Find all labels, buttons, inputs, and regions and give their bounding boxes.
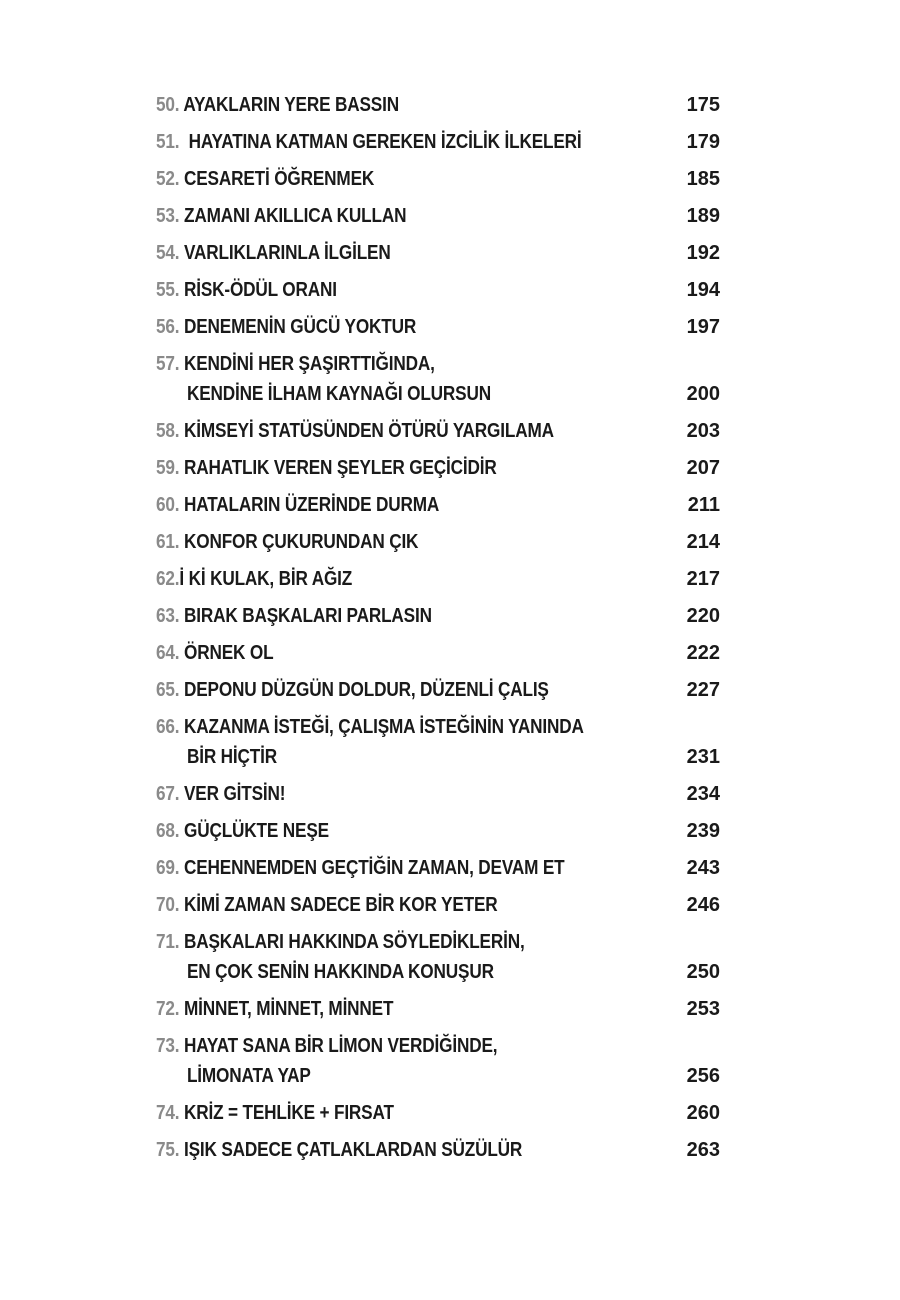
toc-entry (156, 92, 720, 118)
toc-entry (156, 129, 720, 155)
page-number: 217 (686, 568, 720, 590)
page-number: 246 (686, 894, 720, 916)
page-number: 231 (686, 746, 720, 768)
toc-entry (156, 714, 720, 770)
page-number: 207 (686, 457, 720, 479)
toc-entry-title-continuation (156, 744, 641, 770)
page-number: 256 (686, 1065, 720, 1087)
toc-entry-title (156, 603, 641, 629)
chapter-number: 62. (156, 568, 180, 590)
toc-entry-title (156, 455, 641, 481)
toc-entry (156, 203, 720, 229)
toc-entry (156, 351, 720, 407)
chapter-number: 61. (156, 531, 180, 553)
toc-entry (156, 566, 720, 592)
toc-entry-title (156, 492, 641, 518)
chapter-number: 54. (156, 242, 180, 264)
page-number: 227 (686, 679, 720, 701)
toc-entry (156, 240, 720, 266)
chapter-number: 68. (156, 820, 180, 842)
page-number: 243 (686, 857, 720, 879)
toc-entry (156, 166, 720, 192)
page-number: 200 (686, 383, 720, 405)
toc-entry-title (156, 566, 641, 592)
toc-entry-title (156, 640, 641, 666)
chapter-number: 69. (156, 857, 180, 879)
toc-entry-title (156, 529, 641, 555)
toc-entry-title (156, 1100, 641, 1126)
page-number: 203 (686, 420, 720, 442)
toc-entry (156, 418, 720, 444)
toc-entry-title (156, 166, 641, 192)
toc-entry (156, 492, 720, 518)
chapter-title-text: İ Kİ KULAK, BİR AĞIZ (179, 568, 353, 590)
page-number: 214 (686, 531, 720, 553)
toc-entry (156, 781, 720, 807)
chapter-number: 60. (156, 494, 180, 516)
toc-entry (156, 277, 720, 303)
chapter-number: 66. (156, 716, 180, 738)
toc-entry-title (156, 929, 641, 955)
toc-entry-title-continuation (156, 381, 641, 407)
chapter-title-text: BIRAK BAŞKALARI PARLASIN (179, 605, 432, 627)
chapter-number: 64. (156, 642, 180, 664)
toc-entry-title (156, 677, 641, 703)
chapter-title-text: RAHATLIK VEREN ŞEYLER GEÇİCİDİR (179, 457, 497, 479)
page-number: 175 (686, 94, 720, 116)
page-number: 192 (686, 242, 720, 264)
chapter-title-text: KENDİNİ HER ŞAŞIRTTIĞINDA, (179, 353, 435, 375)
chapter-title-text: RİSK-ÖDÜL ORANI (179, 279, 337, 301)
chapter-title-text: DEPONU DÜZGÜN DOLDUR, DÜZENLİ ÇALIŞ (179, 679, 549, 701)
chapter-title-text: IŞIK SADECE ÇATLAKLARDAN SÜZÜLÜR (179, 1139, 523, 1161)
chapter-title-text: BİR HİÇTİR (186, 746, 277, 768)
chapter-title-text: HATALARIN ÜZERİNDE DURMA (179, 494, 440, 516)
chapter-title-text: KİMSEYİ STATÜSÜNDEN ÖTÜRÜ YARGILAMA (179, 420, 554, 442)
toc-entry-title (156, 1033, 641, 1059)
page-number: 185 (686, 168, 720, 190)
page-number: 250 (686, 961, 720, 983)
chapter-title-text: HAYATINA KATMAN GEREKEN İZCİLİK İLKELERİ (179, 131, 582, 153)
toc-entry-title (156, 892, 641, 918)
chapter-title-text: DENEMENİN GÜCÜ YOKTUR (179, 316, 417, 338)
chapter-number: 63. (156, 605, 180, 627)
toc-entry-title (156, 996, 641, 1022)
page-number: 234 (686, 783, 720, 805)
toc-entry (156, 1100, 720, 1126)
toc-entry (156, 455, 720, 481)
chapter-title-text: VER GİTSİN! (179, 783, 286, 805)
chapter-title-text: MİNNET, MİNNET, MİNNET (179, 998, 394, 1020)
chapter-title-text: LİMONATA YAP (186, 1065, 311, 1087)
page-number: 263 (686, 1139, 720, 1161)
chapter-title-text: KRİZ = TEHLİKE + FIRSAT (179, 1102, 394, 1124)
page-number: 239 (686, 820, 720, 842)
chapter-title-text: ÖRNEK OL (179, 642, 274, 664)
toc-entry (156, 529, 720, 555)
chapter-number: 57. (156, 353, 180, 375)
chapter-title-text: EN ÇOK SENİN HAKKINDA KONUŞUR (186, 961, 494, 983)
page-number: 179 (686, 131, 720, 153)
toc-entry-title (156, 129, 641, 155)
table-of-contents (156, 92, 720, 1174)
chapter-number: 72. (156, 998, 180, 1020)
chapter-number: 65. (156, 679, 180, 701)
page-number: 222 (686, 642, 720, 664)
toc-entry (156, 314, 720, 340)
chapter-title-text: KONFOR ÇUKURUNDAN ÇIK (179, 531, 419, 553)
chapter-number: 50. (156, 94, 180, 116)
chapter-number: 74. (156, 1102, 180, 1124)
toc-entry-title (156, 277, 641, 303)
chapter-number: 56. (156, 316, 180, 338)
chapter-number: 67. (156, 783, 180, 805)
chapter-title-text: GÜÇLÜKTE NEŞE (179, 820, 329, 842)
page-number: 220 (686, 605, 720, 627)
chapter-title-text: KİMİ ZAMAN SADECE BİR KOR YETER (179, 894, 498, 916)
chapter-number: 51. (156, 131, 180, 153)
chapter-number: 58. (156, 420, 180, 442)
toc-entry-title (156, 818, 641, 844)
toc-entry-title (156, 714, 641, 740)
chapter-number: 52. (156, 168, 180, 190)
toc-entry-title (156, 418, 641, 444)
toc-entry-title (156, 314, 641, 340)
toc-entry-title-continuation (156, 1063, 641, 1089)
toc-entry-title (156, 240, 641, 266)
toc-entry-title (156, 1137, 641, 1163)
chapter-title-text: KAZANMA İSTEĞİ, ÇALIŞMA İSTEĞİNİN YANINDA (179, 716, 584, 738)
toc-entry (156, 855, 720, 881)
toc-entry (156, 1033, 720, 1089)
toc-entry (156, 996, 720, 1022)
toc-entry (156, 1137, 720, 1163)
toc-entry-title (156, 781, 641, 807)
page-number: 253 (686, 998, 720, 1020)
page-number: 197 (686, 316, 720, 338)
chapter-title-text: KENDİNE İLHAM KAYNAĞI OLURSUN (186, 383, 491, 405)
toc-entry (156, 892, 720, 918)
toc-entry-title (156, 855, 641, 881)
toc-entry (156, 640, 720, 666)
toc-entry-title (156, 92, 641, 118)
chapter-title-text: CEHENNEMDEN GEÇTİĞİN ZAMAN, DEVAM ET (179, 857, 565, 879)
chapter-number: 71. (156, 931, 180, 953)
chapter-number: 53. (156, 205, 180, 227)
toc-entry (156, 677, 720, 703)
chapter-title-text: ZAMANI AKILLICA KULLAN (179, 205, 407, 227)
chapter-title-text: AYAKLARIN YERE BASSIN (179, 94, 399, 116)
toc-entry (156, 929, 720, 985)
chapter-number: 70. (156, 894, 180, 916)
chapter-title-text: HAYAT SANA BİR LİMON VERDİĞİNDE, (179, 1035, 498, 1057)
chapter-title-text: VARLIKLARINLA İLGİLEN (179, 242, 391, 264)
toc-entry (156, 818, 720, 844)
page-number: 189 (686, 205, 720, 227)
chapter-title-text: CESARETİ ÖĞRENMEK (179, 168, 375, 190)
chapter-title-text: BAŞKALARI HAKKINDA SÖYLEDİKLERİN, (179, 931, 525, 953)
toc-entry-title (156, 203, 641, 229)
page-number: 194 (686, 279, 720, 301)
chapter-number: 75. (156, 1139, 180, 1161)
chapter-number: 55. (156, 279, 180, 301)
chapter-number: 73. (156, 1035, 180, 1057)
chapter-number: 59. (156, 457, 180, 479)
toc-entry (156, 603, 720, 629)
page-number: 260 (686, 1102, 720, 1124)
toc-entry-title-continuation (156, 959, 641, 985)
page-number: 211 (687, 494, 720, 516)
toc-entry-title (156, 351, 641, 377)
